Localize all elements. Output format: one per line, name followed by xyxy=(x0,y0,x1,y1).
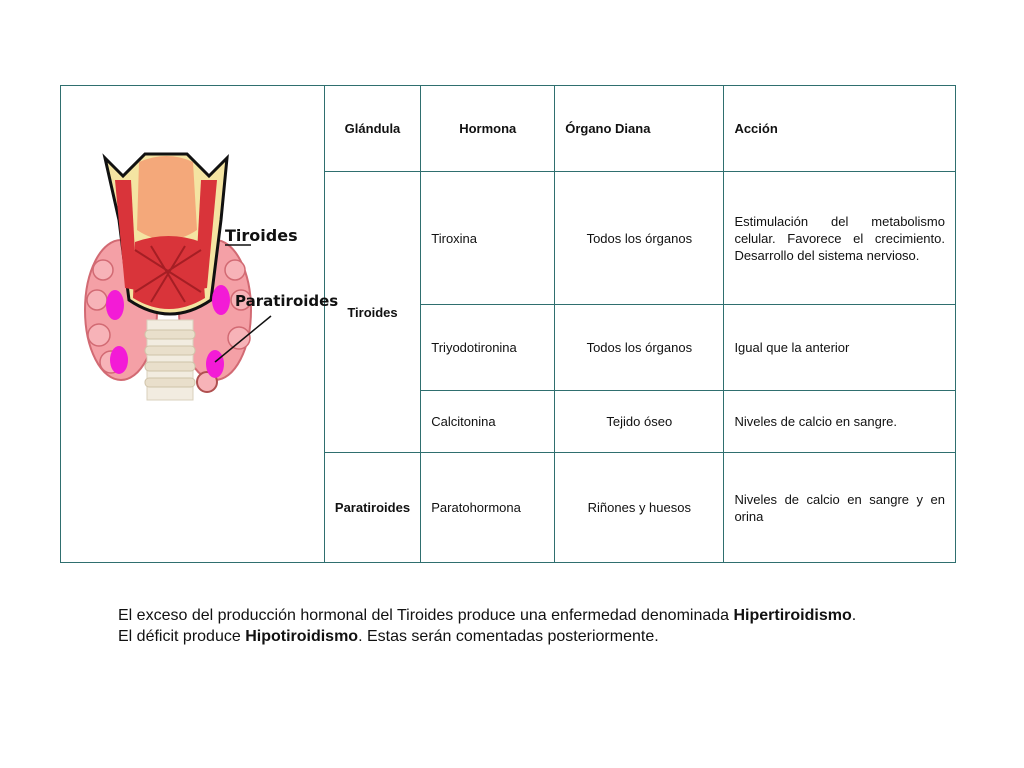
action-cell: Niveles de calcio en sangre. xyxy=(724,391,956,453)
footnote-text: El exceso del producción hormonal del Tiroides produce una enfermedad denominada xyxy=(118,607,734,624)
thyroid-illustration xyxy=(75,150,339,412)
footnote-text: El déficit produce xyxy=(118,628,246,645)
header-action: Acción xyxy=(724,86,956,172)
hormone-cell: Calcitonina xyxy=(421,391,555,453)
trachea xyxy=(145,320,195,400)
footnote-paragraph xyxy=(118,605,924,647)
hormone-cell: Paratohormona xyxy=(421,453,555,563)
term-hipotiroidismo: Hipotiroidismo xyxy=(245,628,359,645)
gland-tiroides: Tiroides xyxy=(324,172,421,453)
illustration-cell xyxy=(61,86,339,563)
action-cell: Niveles de calcio en sangre y en orina xyxy=(724,453,956,563)
gland-paratiroides: Paratiroides xyxy=(324,453,421,563)
hormone-cell: Tiroxina xyxy=(421,172,555,305)
header-target-organ: Órgano Diana xyxy=(555,86,724,172)
table-header-row xyxy=(61,86,956,172)
action-cell: Igual que la anterior xyxy=(724,305,956,391)
label-paratiroides: Paratiroides xyxy=(235,292,339,310)
target-organ-cell: Tejido óseo xyxy=(555,391,724,453)
hormone-table-wrapper xyxy=(60,85,956,562)
header-gland: Glándula xyxy=(324,86,421,172)
term-hipertiroidismo: Hipertiroidismo xyxy=(733,607,852,624)
footnote-text: . Estas serán comentadas posteriormente. xyxy=(358,628,659,645)
target-organ-cell: Todos los órganos xyxy=(555,172,724,305)
label-tiroides: Tiroides xyxy=(225,226,298,245)
footnote-text: . xyxy=(851,607,857,624)
target-organ-cell: Todos los órganos xyxy=(555,305,724,391)
target-organ-cell: Riñones y huesos xyxy=(555,453,724,563)
action-cell: Estimulación del metabolismo celular. Favorece el crecimiento. Desarrollo del sistema nervioso. xyxy=(724,172,956,305)
hormone-cell: Triyodotironina xyxy=(421,305,555,391)
header-hormone: Hormona xyxy=(421,86,555,172)
hormone-table xyxy=(60,85,956,563)
